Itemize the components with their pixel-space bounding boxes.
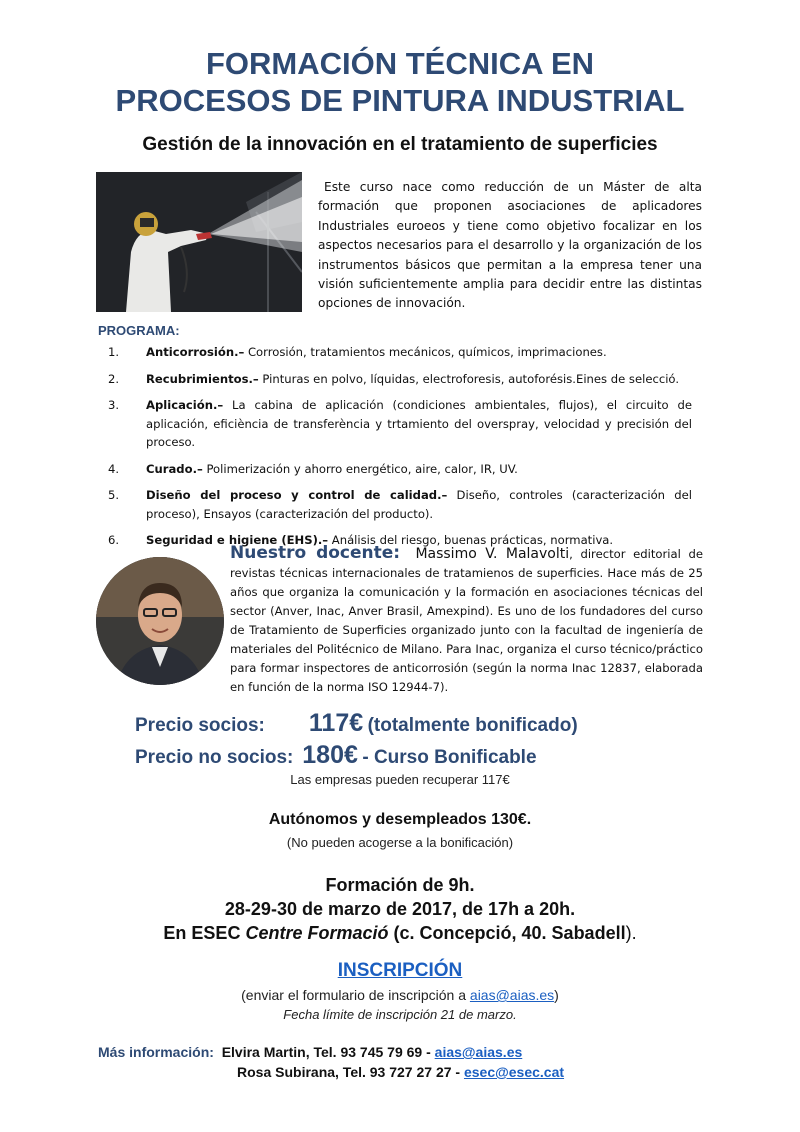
autonomos-note: (No pueden acogerse a la bonificación): [286, 835, 514, 850]
programa-item: 3. Aplicación.– La cabina de aplicación (condiciones ambientales, flujos), el circuito de aplicación, eficiència de transferència y trtamiento del overspray, velocidad y precisión del proceso.: [108, 398, 692, 449]
docente-block: [230, 544, 703, 697]
formacion-hours: Formación de 9h.: [325, 875, 475, 895]
inscripcion-text: (enviar el formulario de inscripción a aias@aias.es): [241, 987, 559, 1003]
docente-label: Nuestro docente:: [230, 543, 401, 563]
contacto-email-aias[interactable]: aias@aias.es: [434, 1044, 523, 1060]
programa-item: 1. Anticorrosión.– Corrosión, tratamientos mecánicos, químicos, imprimaciones.: [108, 345, 607, 359]
programa-item: 5. Diseño del proceso y control de calidad.– Diseño, controles (caracterización del proceso), Ensayos (caracterización del producto).: [108, 488, 693, 521]
recupera-note: Las empresas pueden recuperar 117€: [290, 772, 510, 787]
inscripcion-title-wrap: [0, 960, 800, 982]
programa-item: 4. Curado.– Polimerización y ahorro energético, aire, calor, IR, UV.: [108, 461, 518, 476]
title-line-1: FORMACIÓN TÉCNICA EN: [205, 46, 595, 81]
inscripcion-link[interactable]: INSCRIPCIÓN: [337, 960, 463, 981]
docente-name: Massimo V. Malavolti: [415, 546, 570, 562]
title-line-2: PROCESOS DE PINTURA INDUSTRIAL: [115, 83, 685, 118]
formacion-dates: 28-29-30 de marzo de 2017, de 17h a 20h.: [224, 899, 576, 919]
spray-painting-photo: [96, 172, 302, 312]
inscripcion-deadline: Fecha límite de inscripción 21 de marzo.: [283, 1007, 517, 1022]
docente-bio: , director editorial de revistas técnicas internacionales de tratamienos de superficies. Hace más de 25 años que organiza la comunicación y la formación en asociaciones técnicas del sector (Anver, Inac, Anver Brasil, Amexpind). Es uno de los fundadores del curso de Tratamiento de Superficies organizado junto con la facultad de ingeniería de materiales del Politécnico de Milano. Para Inac, organiza el curso técnico/práctico para formar inspectores de anticorrosión (según la norma Inac 12837, elaborada en función de la norma ISO 12944-7).: [230, 547, 703, 694]
programa-heading: PROGRAMA:: [98, 323, 180, 338]
intro-paragraph: Este curso nace como reducción de un Máster de alta formación que proponen asociaciones de aplicadores Industriales euroeos y tiene como objetivo focalizar en los aspectos necesarios para el desarrollo y la organización de los instrumentos básicos que permitan a la empresa tener una visión suficientemente amplia para decidir entre las distintas opciones de innovación.: [318, 180, 702, 311]
contacto-email-esec[interactable]: esec@esec.cat: [463, 1064, 565, 1080]
precio-no-socios: Precio no socios: 180€ - Curso Bonificable: [135, 741, 537, 769]
autonomos-price: Autónomos y desempleados 130€.: [268, 811, 532, 828]
programa-list: [108, 343, 692, 558]
programa-item: 2. Recubrimientos.– Pinturas en polvo, líquidas, electroforesis, autoforésis.Eines de selecció.: [108, 371, 679, 386]
contacto-line-1: Más información: Elvira Martin, Tel. 93 745 79 69 - aias@aias.es: [98, 1044, 523, 1060]
programa-item: 6. Seguridad e higiene (EHS).– Análisis del riesgo, buenas prácticas, normativa.: [108, 533, 614, 547]
precio-socios: Precio socios: 117€ (totalmente bonificado): [135, 709, 578, 737]
formacion-location: En ESEC Centre Formació (c. Concepció, 40. Sabadell).: [163, 923, 637, 943]
teacher-avatar: [96, 557, 224, 685]
subtitle: Gestión de la innovación en el tratamiento de superficies: [142, 134, 658, 155]
inscripcion-email-link[interactable]: aias@aias.es: [469, 987, 555, 1003]
contacto-line-2: Rosa Subirana, Tel. 93 727 27 27 - esec@esec.cat: [237, 1064, 565, 1080]
